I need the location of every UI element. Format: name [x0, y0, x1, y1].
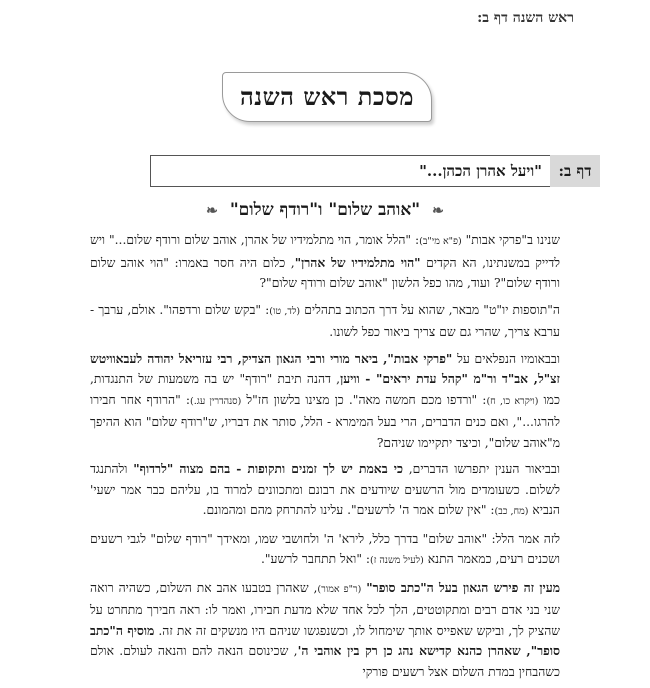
source-citation: (ויקרא כו, ח) — [486, 395, 539, 407]
daf-header-bar — [150, 155, 600, 187]
paragraph-text: שנינו ב"פרקי אבות" — [461, 233, 560, 247]
section-title — [0, 200, 650, 220]
paragraph — [90, 300, 560, 343]
bold-text: כי באמת יש לך זמנים ותקופות - בהם מצוה "לרדוף" — [133, 461, 403, 476]
bold-text: מוסיף ה"כתב סופר", שאהרן כהנא קדישא נהג כן רק בין אוהבי ה' — [90, 622, 560, 658]
paragraph-text: ובבאומיו הנפלאים על — [452, 351, 561, 366]
paragraph — [90, 529, 560, 572]
paragraph-text: : "אין שלום אמר ה' לרשעים". עלינו להתרחק מהם ומהמונם. — [202, 503, 495, 517]
tractate-title: מסכת ראש השנה — [239, 82, 415, 111]
paragraph-text: , דהנה תיבת "רודף" יש בה משמעות של התנגדות, כמו — [90, 372, 560, 407]
paragraph-text: : "בקש שלום ורדפהו". אולם, ערבך - ערבא צריך, שהרי גם שם צריך ביאור כפל לשונו. — [90, 302, 560, 339]
paragraph-text: , שכינוסם הנאה להם והנאה לעולם. אולם כשהבחין במדת השלום אצל רשעים פורקי — [90, 644, 560, 679]
bold-text: "הוי מתלמידיו של אהרן" — [294, 254, 421, 270]
article-body — [90, 230, 560, 688]
paragraph — [90, 230, 560, 294]
paragraph-text: , שאהרן בטבעו אהב את השלום, כשהיה רואה שני בני אדם רבים ומתקוטטים, הלך לכל אחד שלא מדעת חבירו, ואמר לו: ראה חבירך מתחרט על שהציק לך, וביקש שאפייס אותך שימחול לו, וכשנפגשו שניהם היו מנשקים זה את זה. — [90, 580, 560, 638]
bold-text: "פרקי אבות", ביאר מורי ורבי הגאון הצדיק, רבי עזריאל יהודה לעבאוויטש זצ"ל, אב"ד ור"מ "קהל עדת יראים" - וויען — [90, 350, 560, 386]
paragraph-text: : "ואל תתחבר לרשע". — [260, 552, 371, 566]
bold-text: מעין זה פירש הגאון בעל ה"כתב סופר" — [366, 579, 560, 595]
source-citation: (פ"א מי"ב) — [419, 236, 462, 247]
source-citation: (לד, טו) — [269, 305, 301, 317]
running-header: ראש השנה דף ב: — [477, 10, 574, 26]
paragraph-text: : "ורדפו מכם חמשה מאה". כן מצינו בלשון חז"ל — [241, 392, 487, 407]
source-citation: (סנהדרין עג.) — [190, 395, 242, 407]
paragraph-text: ולהתנגד לשלום. כשעומדים מול הרשעים שיודעים את רבונם ומתכוונים למרוד בו, עליהם כבר אמר ישעי' הנביא — [90, 462, 560, 517]
paragraph — [90, 349, 560, 454]
paragraph — [90, 459, 560, 523]
daf-quote-box — [150, 155, 550, 187]
paragraph — [90, 578, 560, 683]
paragraph-text: לזה אמר הלל: "אוהב שלום" בדרך כלל, לירא' ה' ולחושבי שמו, ומאידך "רודף שלום" לגבי רשעים ושכנים רעים, כמאמר התנא — [90, 531, 560, 566]
paragraph-text: : "הרודף אחר חבירו להרגו...", ואם כנים הדברים, הרי בעל המימרא - הלל, סותר את דבריו, ש"רודף שלום" הוא ההיפך מ"אוהב שלום", וכיצד יתקיימו שניהם? — [90, 392, 560, 450]
paragraph-text: ה"תוספות יו"ט" מבאר, שהוא על דרך הכתוב בתהלים — [300, 302, 560, 317]
source-citation: (ר"פ אמור) — [317, 583, 362, 595]
daf-quote: "ויעל אהרן הכהן..." — [419, 161, 542, 180]
paragraph-text: ובביאור הענין יתפרשו הדברים, — [402, 462, 560, 476]
source-citation: (מח, כב) — [494, 506, 529, 517]
source-citation: (לעיל משנה ז) — [370, 555, 424, 566]
daf-label: דף ב: — [550, 155, 600, 187]
tractate-title-banner — [222, 72, 432, 122]
paragraph-text: : "הלל אומר, הוי מתלמידיו של אהרן, אוהב שלום ורודף שלום..." ויש לדייק במשנתינו, הא הקדים — [90, 233, 560, 270]
ornament-left-icon: ❧ — [206, 203, 218, 219]
paragraph-text: , כלום היה חסר באמרו: "הוי אוהב שלום ורודף שלום"? ועוד, מהו כפל הלשון "אוהב שלום ורודף שלום"? — [90, 255, 560, 290]
ornament-right-icon: ❧ — [432, 203, 444, 219]
section-title-text: "אוהב שלום" ו"רודף שלום" — [229, 200, 421, 220]
